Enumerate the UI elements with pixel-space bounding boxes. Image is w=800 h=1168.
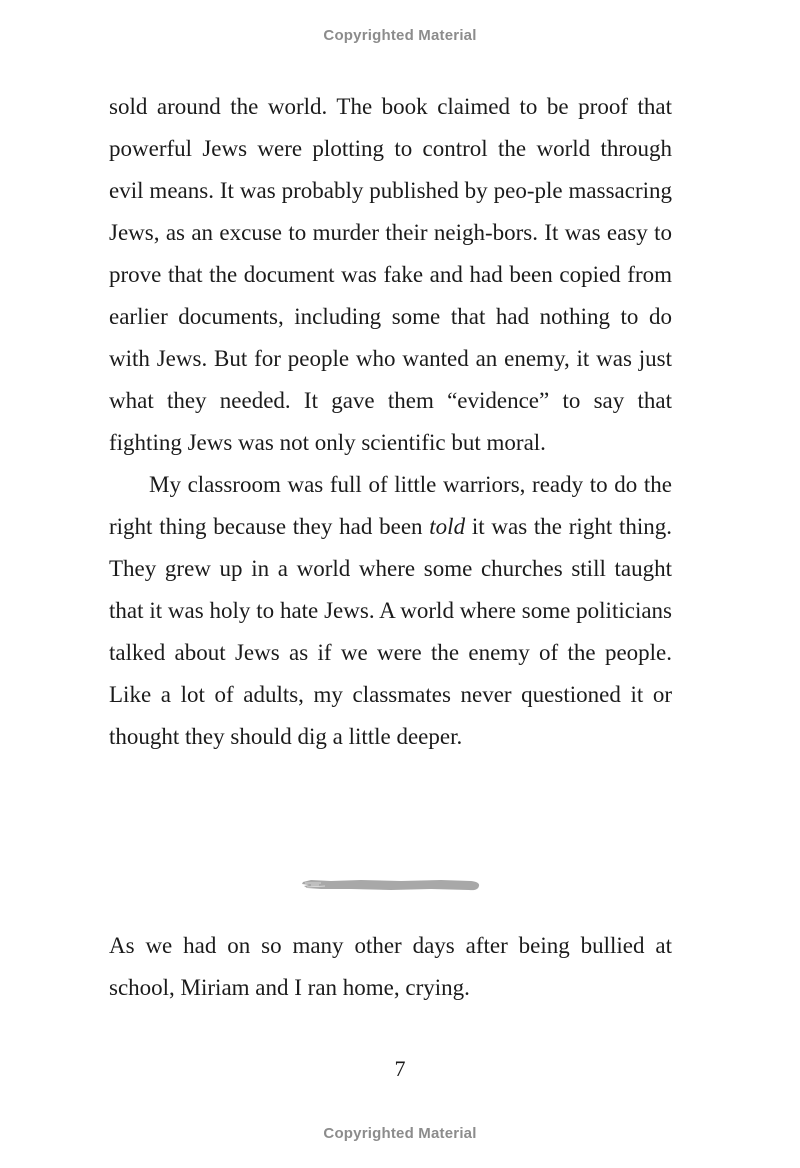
body-text-section-1 xyxy=(109,86,672,758)
section-break-brushstroke xyxy=(301,877,481,892)
paragraph-2 xyxy=(109,464,672,758)
paragraph-1: sold around the world. The book claimed to be proof that powerful Jews were plotting to control the world through evil means. It was probably published by peo-ple massacring Jews, as an excuse to murder their neigh-bors. It was easy to prove that the document was fake and had been copied from earlier documents, including some that had nothing to do with Jews. But for people who wanted an enemy, it was just what they needed. It gave them “evidence” to say that fighting Jews was not only scientific but moral. xyxy=(109,94,672,455)
paragraph-3: As we had on so many other days after being bullied at school, Miriam and I ran home, crying. xyxy=(109,933,672,1000)
copyright-watermark-top: Copyrighted Material xyxy=(323,27,477,44)
paragraph-2-part-2: it was the right thing. They grew up in a world where some churches still taught that it was holy to hate Jews. A world where some politicians talked about Jews as if we were the enemy of the people. Like a lot of adults, my classmates never questioned it or thought they should dig a little deeper. xyxy=(109,514,672,749)
brushstroke-shape xyxy=(302,880,479,890)
copyright-watermark-bottom: Copyrighted Material xyxy=(323,1125,477,1142)
paragraph-2-italic-word: told xyxy=(429,514,466,539)
paragraph-2-part-1: My classroom was full of little warriors, ready to do the right thing because they had been xyxy=(109,472,672,539)
body-text-section-2 xyxy=(109,925,672,1009)
page-number: 7 xyxy=(394,1056,406,1081)
